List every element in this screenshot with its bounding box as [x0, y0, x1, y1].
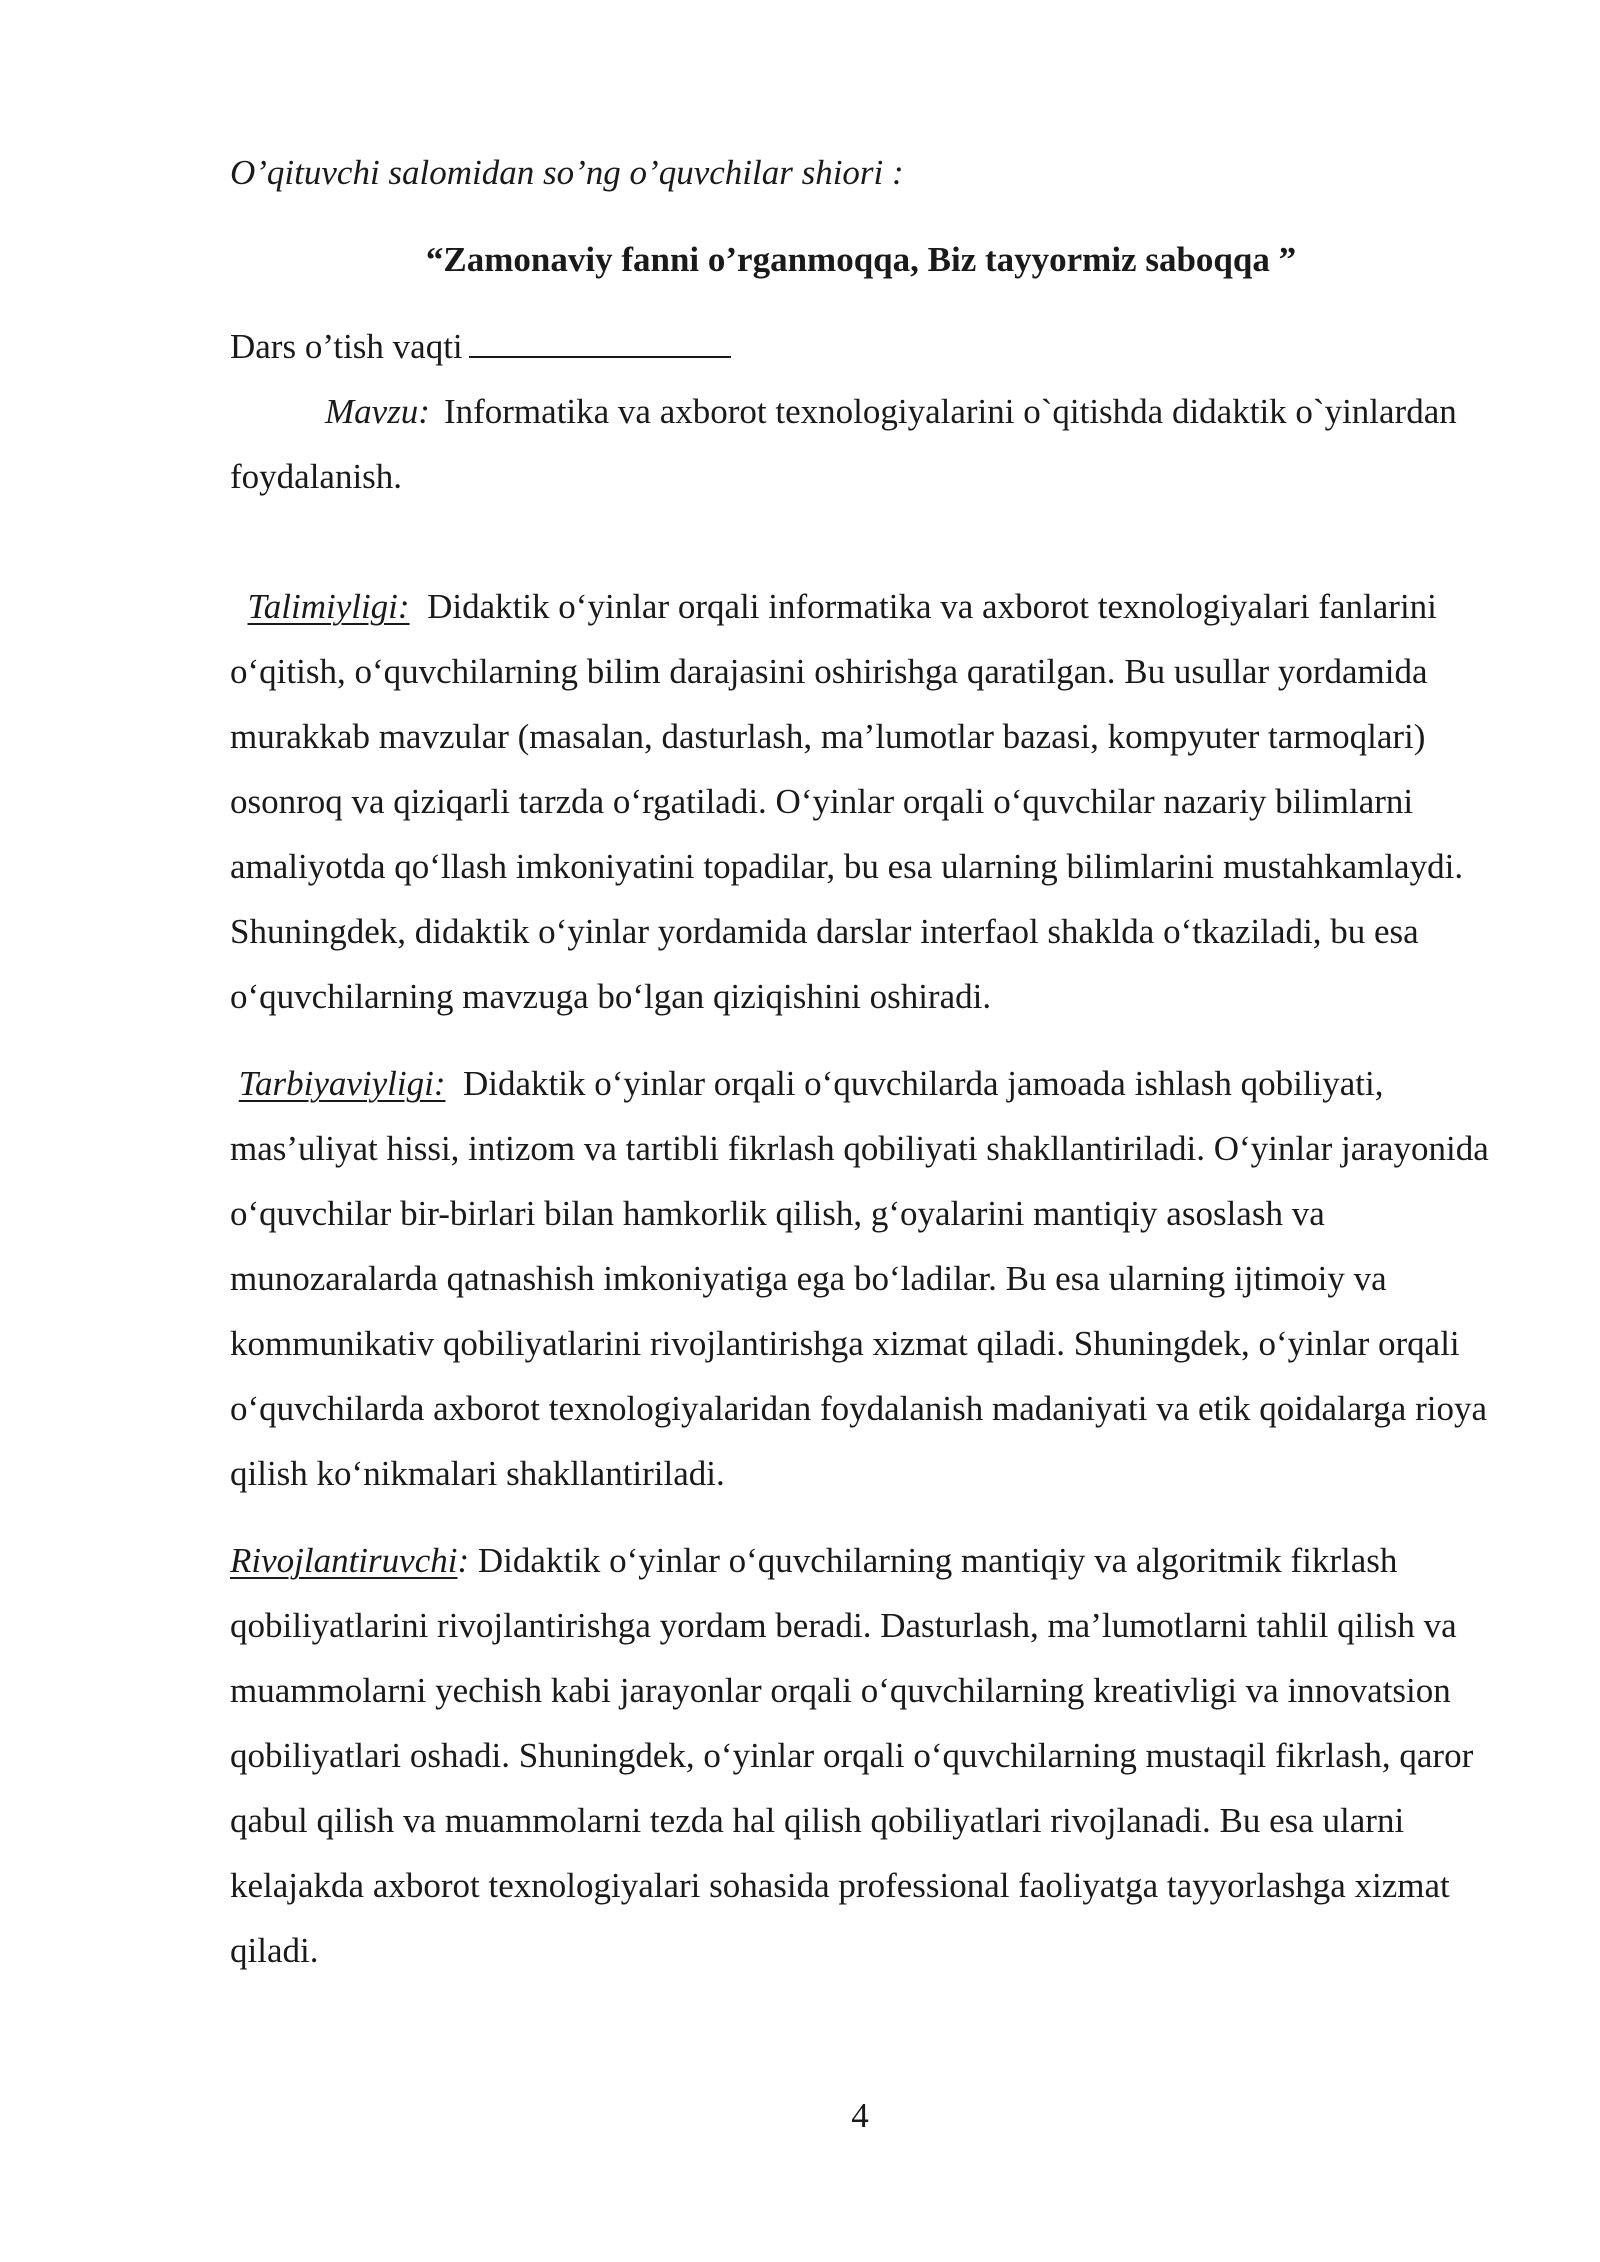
page-content: [230, 140, 1492, 1983]
section-label-rivojlantiruvchi: Rivojlantiruvchi: [230, 1541, 458, 1580]
lesson-time-label: Dars o’tish vaqti: [230, 327, 463, 366]
section-text-tarbiyaviyligi: Didaktik o‘yinlar orqali o‘quvchilarda jamoada ishlash qobiliyati, mas’uliyat hissi, intizom va tartibli fikrlash qobiliyati shakllantiriladi. O‘yinlar jarayonida o‘quvchilar bir-birlari bilan hamkorlik qilish, g‘oyalarini mantiqiy asoslash va munozaralarda qatnashish imkoniyatiga ega bo‘ladilar. Bu esa ularning ijtimoiy va kommunikativ qobiliyatlarini rivojlantirishga xizmat qiladi. Shuningdek, o‘yinlar orqali o‘quvchilarda axborot texnologiyalaridan foydalanish madaniyati va etik qoidalarga rioya qilish ko‘nikmalari shakllantiriladi.: [230, 1064, 1489, 1493]
lesson-topic: [230, 379, 1492, 509]
section-indent: [230, 1064, 239, 1103]
lesson-time-line: [230, 314, 1492, 379]
section-talimiyligi: [230, 574, 1492, 1029]
topic-label: Mavzu:: [325, 392, 430, 431]
motto-intro: O’qituvchi salomidan so’ng o’quvchilar shiori :: [230, 153, 904, 192]
section-text-talimiyligi: Didaktik o‘yinlar orqali informatika va axborot texnologiyalari fanlarini o‘qitish, o‘quvchilarning bilim darajasini oshirishga qaratilgan. Bu usullar yordamida murakkab mavzular (masalan, dasturlash, ma’lumotlar bazasi, kompyuter tarmoqlari) osonroq va qiziqarli tarzda o‘rgatiladi. O‘yinlar orqali o‘quvchilar nazariy bilimlarni amaliyotda qo‘llash imkoniyatini topadilar, bu esa ularning bilimlarini mustahkamlaydi. Shuningdek, didaktik o‘yinlar yordamida darslar interfaol shaklda o‘tkaziladi, bu esa o‘quvchilarning mavzuga bo‘lgan qiziqishini oshiradi.: [230, 587, 1464, 1016]
page-number: 4: [851, 2096, 869, 2135]
lesson-time-blank: [469, 320, 731, 358]
section-colon: :: [457, 1541, 470, 1580]
class-motto: “Zamonaviy fanni o’rganmoqqa, Biz tayyormiz saboqqa ”: [425, 240, 1297, 279]
topic-text: Informatika va axborot texnologiyalarini o`qitishda didaktik o`yinlardan foydalanish.: [230, 392, 1457, 496]
section-text-rivojlantiruvchi: Didaktik o‘yinlar o‘quvchilarning mantiqiy va algoritmik fikrlash qobiliyatlarini rivojlantirishga yordam beradi. Dasturlash, ma’lumotlarni tahlil qilish va muammolarni yechish kabi jarayonlar orqali o‘quvchilarning kreativligi va innovatsion qobiliyatlari oshadi. Shuningdek, o‘yinlar orqali o‘quvchilarning mustaqil fikrlash, qaror qabul qilish va muammolarni tezda hal qilish qobiliyatlari rivojlanadi. Bu esa ularni kelajakda axborot texnologiyalari sohasida professional faoliyatga tayyorlashga xizmat qiladi.: [230, 1541, 1474, 1970]
section-rivojlantiruvchi: [230, 1528, 1492, 1983]
section-tarbiyaviyligi: [230, 1051, 1492, 1506]
section-indent: [230, 587, 248, 626]
section-label-tarbiyaviyligi: Tarbiyaviyligi:: [238, 1064, 446, 1103]
section-label-talimiyligi: Talimiyligi:: [247, 587, 410, 626]
